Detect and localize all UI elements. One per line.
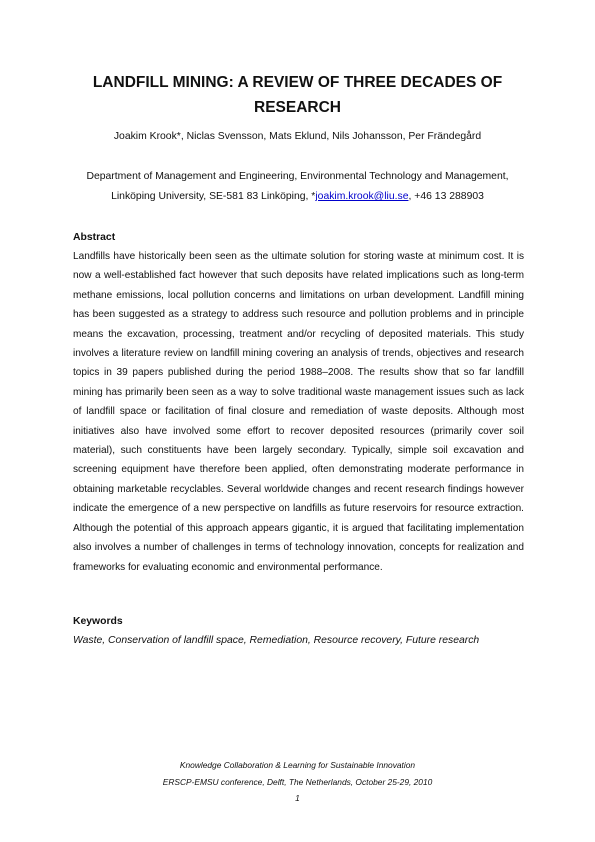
footer-conference-venue: ERSCP-EMSU conference, Delft, The Netherlands, October 25-29, 2010 bbox=[162, 776, 433, 787]
affiliation-line-2 bbox=[40, 187, 555, 207]
footer-conference-theme: Knowledge Collaboration & Learning for Sustainable Innovation bbox=[179, 760, 416, 770]
page-footer bbox=[60, 757, 535, 807]
abstract-heading: Abstract bbox=[73, 232, 116, 243]
title-line-2: RESEARCH bbox=[254, 99, 341, 116]
author-list: Joakim Krook*, Niclas Svensson, Mats Eklund, Nils Johansson, Per Frändegård bbox=[113, 131, 482, 142]
keywords-list: Waste, Conservation of landfill space, Remediation, Resource recovery, Future research bbox=[73, 635, 480, 646]
email-link[interactable]: joakim.krook@liu.se bbox=[315, 191, 409, 202]
affiliation-phone: , +46 13 288903 bbox=[408, 191, 484, 202]
title-line-1: LANDFILL MINING: A REVIEW OF THREE DECADES OF bbox=[92, 74, 503, 91]
paper-title bbox=[60, 70, 535, 120]
affiliation-address: Linköping University, SE-581 83 Linköping, * bbox=[111, 191, 316, 202]
affiliation bbox=[40, 167, 555, 207]
page-number: 1 bbox=[295, 793, 300, 803]
affiliation-line-1: Department of Management and Engineering, Environmental Technology and Management, bbox=[86, 171, 509, 182]
abstract-body: Landfills have historically been seen as the ultimate solution for storing waste at minimum cost. It is now a well-established fact however that such deposits have related implications such as long-term methane emissions, local pollution concerns and limitations on urban development. Landfill mining has been suggested as a strategy to address such resource and pollution problems and in principle means the excavation, processing, treatment and/or recycling of deposited materials. This study involves a literature review on landfill mining covering an analysis of trends, objectives and research topics in 39 papers published during the period 1988–2008. The results show that so far landfill mining has primarily been seen as a way to solve traditional waste management issues such as lack of landfill space or facilitation of final closure and remediation of waste deposits. Although most initiatives also have involved some effort to recover deposited resources (primarily cover soil material), such constituents have been largely secondary. Typically, simple soil excavation and screening equipment have therefore been applied, often demonstrating moderate performance in obtaining marketable recyclables. Several worldwide changes and recent research findings however indicate the emergence of a new perspective on landfills as future reservoirs for resource extraction. Although the potential of this approach appears gigantic, it is argued that facilitating implementation also involves a number of challenges in terms of technology innovation, concepts for realization and frameworks for evaluating economic and environmental performance. bbox=[73, 251, 524, 573]
keywords-heading: Keywords bbox=[73, 616, 123, 627]
